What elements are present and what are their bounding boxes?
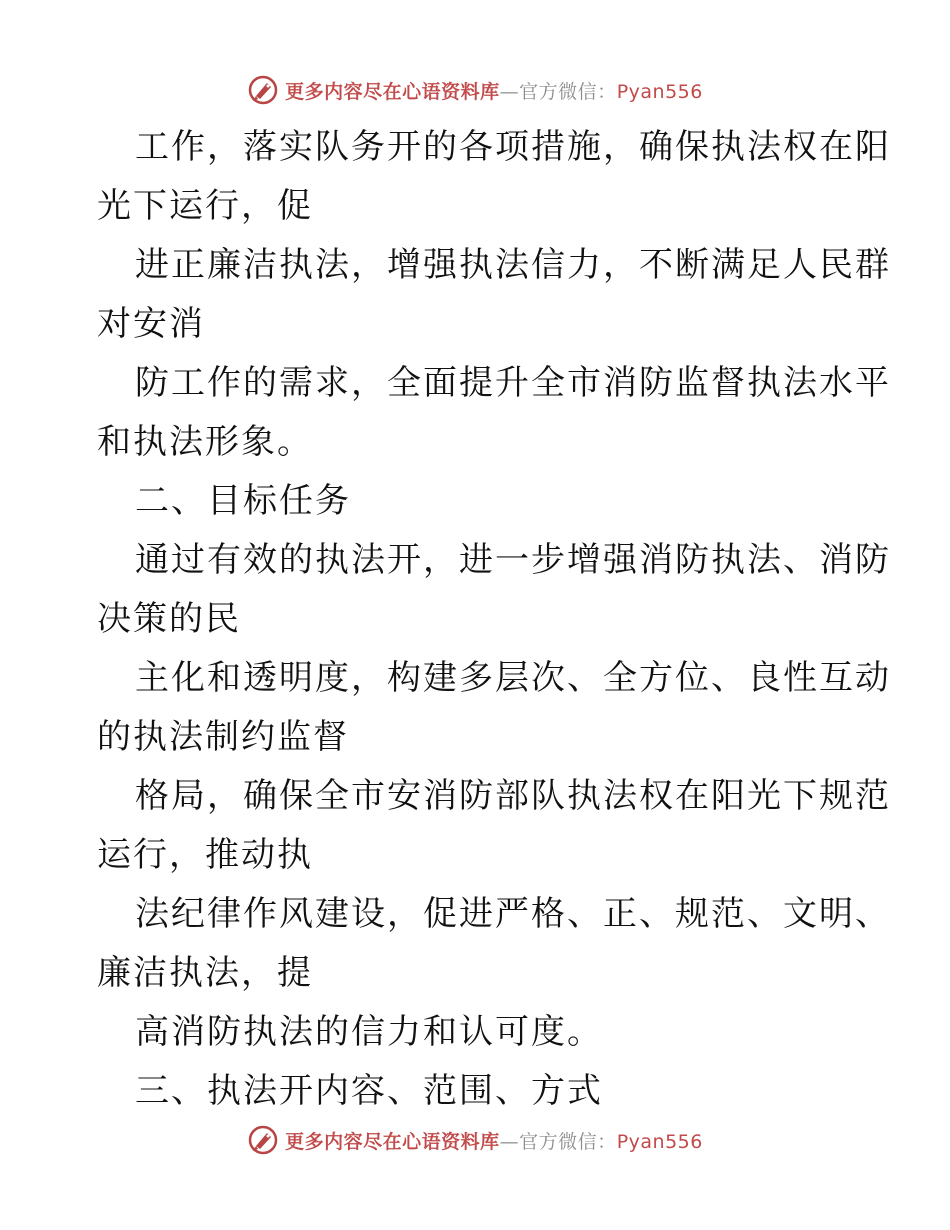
banner-wechat-label: 官方微信： [519,1130,617,1153]
section-heading: 二、目标任务 [135,481,351,521]
body-line: 高消防执法的信力和认可度。 [135,1012,603,1052]
banner-name: 更多内容尽在心语资料库 [285,80,500,103]
body-line: 主化和透明度，构建多层次、全方位、良性互动 [135,658,891,698]
banner-name: 更多内容尽在心语资料库 [285,1130,500,1153]
body-line: 通过有效的执法开，进一步增强消防执法、消防 [135,540,891,580]
body-line: 对安消 [97,304,205,344]
body-line: 格局，确保全市安消防部队执法权在阳光下规范 [135,776,891,816]
header-banner [0,70,950,110]
body-line: 防工作的需求，全面提升全市消防监督执法水平 [135,363,891,403]
body-line: 决策的民 [97,599,241,639]
pen-nib-logo-icon [247,74,279,106]
body-line: 工作，落实队务开的各项措施，确保执法权在阳 [135,127,891,167]
document-body [97,118,891,1121]
body-line: 进正廉洁执法，增强执法信力，不断满足人民群 [135,245,891,285]
pen-nib-logo-icon [247,1124,279,1156]
header-banner-text [285,77,703,104]
body-line: 的执法制约监督 [97,717,349,757]
body-line: 和执法形象。 [97,422,313,462]
banner-wechat-id: Pyan556 [616,1130,703,1153]
banner-dash: — [499,80,520,103]
banner-wechat-id: Pyan556 [616,80,703,103]
body-line: 光下运行，促 [97,186,313,226]
body-line: 法纪律作风建设，促进严格、正、规范、文明、 [135,894,891,934]
body-line: 廉洁执法，提 [97,953,313,993]
banner-dash: — [499,1130,520,1153]
section-heading: 三、执法开内容、范围、方式 [135,1071,603,1111]
body-line: 运行，推动执 [97,835,313,875]
footer-banner [0,1120,950,1160]
banner-wechat-label: 官方微信： [519,80,617,103]
footer-banner-text [285,1127,703,1154]
